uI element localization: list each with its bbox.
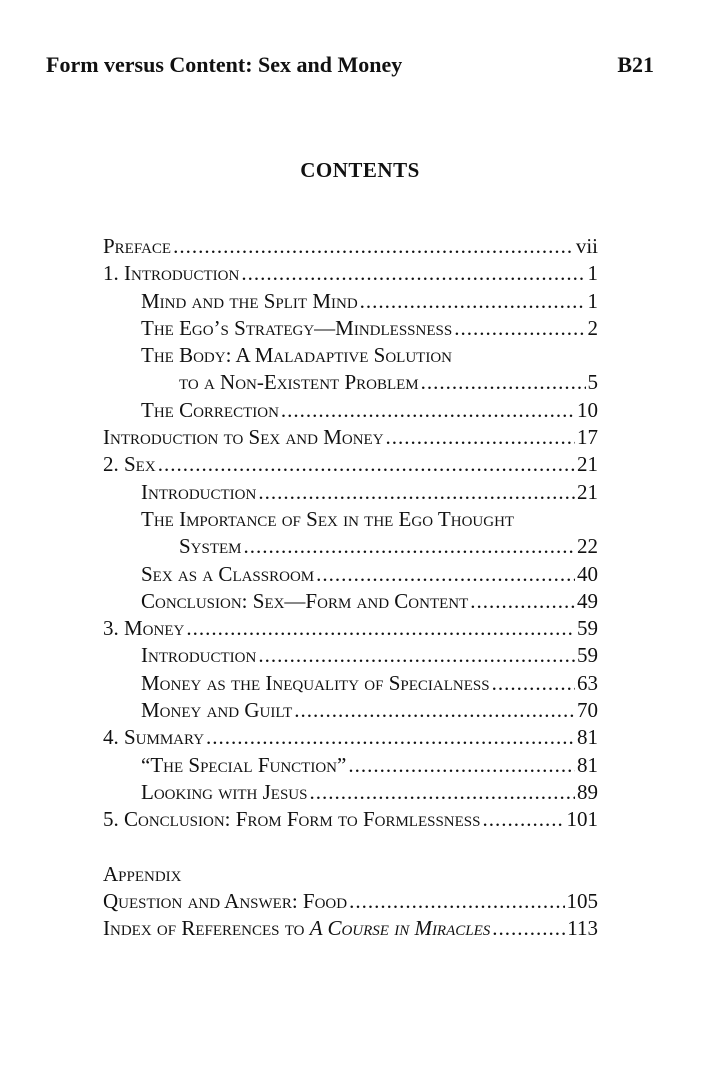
dot-leader <box>158 451 575 478</box>
toc-entry-title: The Importance of Sex in the Ego Thought <box>141 506 515 531</box>
dot-leader <box>241 260 585 287</box>
toc-entry-title <box>103 915 490 942</box>
dot-leader <box>360 288 586 315</box>
toc-entry-sex <box>103 451 598 478</box>
toc-entry-page: 70 <box>577 698 598 723</box>
dot-leader <box>454 315 585 342</box>
toc-entry-title: 2. Sex <box>103 452 156 477</box>
toc-entry-mind-split <box>103 288 598 315</box>
dot-leader <box>310 779 576 806</box>
toc-entry-page: 22 <box>577 534 598 559</box>
toc-entry-body-line1 <box>103 342 598 369</box>
dot-leader <box>294 697 575 724</box>
toc-entry-index <box>103 915 598 942</box>
toc-entry-jesus <box>103 779 598 806</box>
toc-entry-page: 101 <box>566 807 598 832</box>
toc-entry-ego-strategy <box>103 315 598 342</box>
dot-leader <box>470 588 575 615</box>
toc-entry-title: The Correction <box>141 397 279 422</box>
toc-entry-page: 1 <box>587 288 598 313</box>
toc-entry-page: 2 <box>587 315 598 340</box>
toc-entry-page: 49 <box>577 588 598 613</box>
toc-entry-appendix <box>103 861 598 888</box>
toc-entry-page: 63 <box>577 670 598 695</box>
toc-entry-preface <box>103 233 598 260</box>
toc-entry-title: “The Special Function” <box>141 752 347 777</box>
dot-leader <box>316 561 575 588</box>
toc-entry-sex-intro <box>103 479 598 506</box>
section-spacer <box>103 834 598 861</box>
toc-entry-page: 105 <box>566 889 598 914</box>
toc-entry-title: Mind and the Split Mind <box>141 288 358 313</box>
toc-entry-page: 59 <box>577 616 598 641</box>
toc-entry-title: Question and Answer: Food <box>103 889 348 914</box>
dot-leader <box>492 915 565 942</box>
toc-entry-page: 89 <box>577 779 598 804</box>
toc-entry-title: Introduction <box>141 643 257 668</box>
toc-entry-page: 10 <box>577 397 598 422</box>
toc-entry-title: Looking with Jesus <box>141 779 308 804</box>
toc-entry-title: The Ego’s Strategy—Mindlessness <box>141 315 453 340</box>
toc-entry-title: Sex as a Classroom <box>141 561 315 586</box>
toc-entry-classroom <box>103 561 598 588</box>
toc-entry-title: Introduction to Sex and Money <box>103 425 384 450</box>
toc-entry-page: 21 <box>577 452 598 477</box>
index-title-prefix: Index of References to <box>103 916 310 941</box>
toc-entry-importance-line1 <box>103 506 598 533</box>
dot-leader <box>281 397 575 424</box>
dot-leader <box>244 533 575 560</box>
toc-entry-summary <box>103 724 598 751</box>
toc-entry-page: 59 <box>577 643 598 668</box>
dot-leader <box>258 479 575 506</box>
toc-entry-title: Preface <box>103 234 172 258</box>
dot-leader <box>206 724 575 751</box>
toc-entry-page: 81 <box>577 752 598 777</box>
contents-heading: CONTENTS <box>300 158 420 182</box>
dot-leader <box>348 752 575 779</box>
book-code: B21 <box>617 52 654 77</box>
toc-entry-page: 17 <box>577 425 598 450</box>
toc-entry-title: Money and Guilt <box>141 698 293 723</box>
toc-entry-conclusion <box>103 806 598 833</box>
toc-entry-sex-conclusion <box>103 588 598 615</box>
toc-entry-page: 113 <box>567 916 598 941</box>
toc-entry-special-function <box>103 752 598 779</box>
toc-entry-title: 1. Introduction <box>103 261 240 286</box>
table-of-contents <box>103 233 598 943</box>
toc-entry-importance-line2 <box>103 533 598 560</box>
toc-entry-correction <box>103 397 598 424</box>
toc-entry-page: 81 <box>577 725 598 750</box>
toc-entry-page: 1 <box>587 261 598 286</box>
toc-entry-money <box>103 615 598 642</box>
toc-entry-inequality <box>103 670 598 697</box>
toc-entry-title: 3. Money <box>103 616 185 641</box>
dot-leader <box>386 424 575 451</box>
toc-entry-body-line2 <box>103 369 598 396</box>
toc-entry-guilt <box>103 697 598 724</box>
toc-entry-page: 5 <box>587 370 598 395</box>
running-head <box>46 50 654 80</box>
toc-entry-money-intro <box>103 642 598 669</box>
toc-entry-introduction <box>103 260 598 287</box>
toc-entry-title: Conclusion: Sex—Form and Content <box>141 588 469 613</box>
dot-leader <box>349 888 564 915</box>
toc-entry-page: vii <box>575 234 598 258</box>
toc-entry-title: 5. Conclusion: From Form to Formlessness <box>103 807 481 832</box>
toc-entry-title: 4. Summary <box>103 725 205 750</box>
toc-entry-intro-sex-money <box>103 424 598 451</box>
toc-entry-page: 40 <box>577 561 598 586</box>
toc-entry-title: Introduction <box>141 479 257 504</box>
toc-entry-title: Appendix <box>103 861 182 886</box>
dot-leader <box>482 806 564 833</box>
dot-leader <box>421 369 586 396</box>
toc-entry-page: 21 <box>577 479 598 504</box>
toc-entry-title: The Body: A Maladaptive Solution <box>141 343 452 368</box>
toc-entry-title: Money as the Inequality of Specialness <box>141 670 490 695</box>
dot-leader <box>186 615 575 642</box>
dot-leader <box>258 642 575 669</box>
toc-entry-qa-food <box>103 888 598 915</box>
index-title-book: A Course in Miracles <box>309 916 491 941</box>
dot-leader <box>173 233 574 260</box>
toc-entry-title: System <box>179 534 242 559</box>
dot-leader <box>492 670 575 697</box>
toc-entry-title: to a Non-Existent Problem <box>179 370 419 395</box>
book-title: Form versus Content: Sex and Money <box>46 52 403 77</box>
